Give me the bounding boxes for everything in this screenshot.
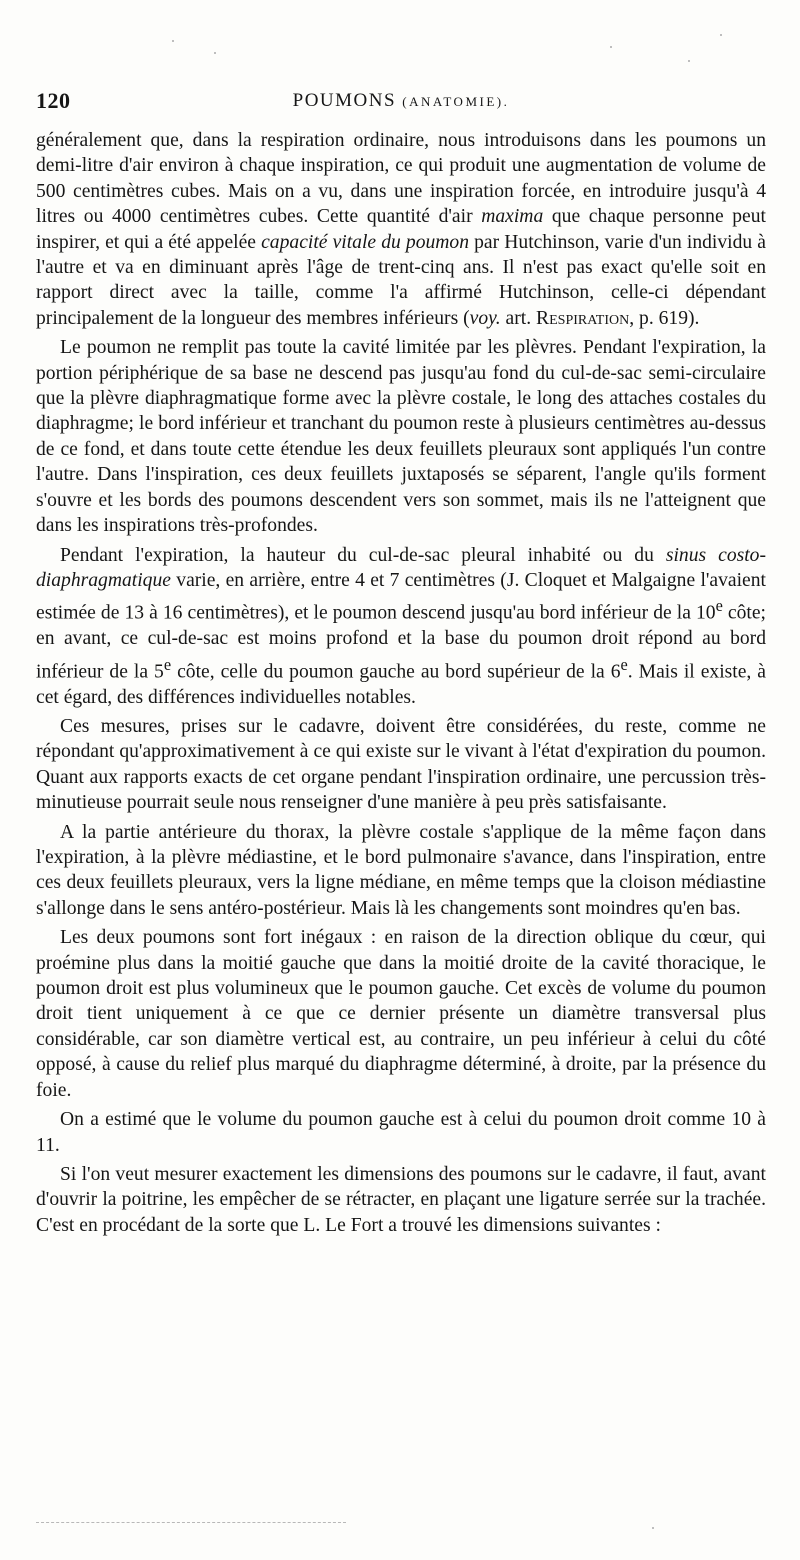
italic-term: sinus costo-diaphragmatique	[36, 544, 767, 591]
text-run: côte; en avant, ce cul-de-sac est moins profond et la base du poumon droit répond au bord inférieur de la 5	[36, 602, 766, 683]
text-run: que chaque personne peut inspirer, et qui a été appelée	[36, 206, 766, 253]
text-run: côte, celle du poumon gauche au bord supérieur de la 6	[171, 661, 621, 683]
running-title: POUMONS	[292, 90, 397, 111]
text-run: généralement que, dans la respiration ordinaire, nous introduisons dans les poumons un demi-litre d'air environ à chaque inspiration, ce qui produit une augmentation de volume de 500 centimètres cubes. Mais on a vu, dans une inspiration forcée, en introduire jusqu'à 4 litres ou 4000 centimètres cubes. Cette quantité d'air	[36, 130, 766, 228]
text-run: , p. 619).	[629, 307, 700, 329]
paragraph-7: On a estimé que le volume du poumon gauche est à celui du poumon droit comme 10 à 11.	[36, 1109, 766, 1156]
page-header	[36, 88, 766, 120]
footer-rule	[36, 1522, 346, 1523]
paragraph-5: A la partie antérieure du thorax, la plèvre costale s'applique de la même façon dans l'expiration, à la plèvre médiastine, et le bord pulmonaire s'avance, dans l'inspiration, entre ces deux feuillets pleuraux, vers la ligne médiane, en même temps que la cloison médiastine s'allonge dans le sens antéro-postérieur. Mais là les changements sont moindres qu'en bas.	[36, 821, 766, 919]
running-head	[36, 90, 766, 112]
text-run: varie, en arrière, entre 4 et 7 centimètres (J. Cloquet et Malgaigne l'avaient estimée de 13 à 16 centimètres), et le poumon descend jusqu'au bord inférieur de la 10	[36, 569, 766, 624]
text-run: art.	[500, 307, 537, 329]
text-run: par Hutchinson, varie d'un individu à l'autre et va en diminuant après l'âge de trent-cinq ans. Il n'est pas exact qu'elle soit en rapport direct avec la taille, comme l'a affirmé Hutchinson, celle-ci dépendant principalement de la longueur des membres inférieurs (	[36, 231, 766, 329]
italic-term: capacité vitale du poumon	[261, 231, 470, 253]
small-caps-reference: Respiration	[536, 307, 630, 329]
running-subtitle: (ANATOMIE).	[402, 94, 510, 109]
paragraph-3	[36, 543, 766, 711]
paragraph-1	[36, 128, 766, 331]
text-run: Pendant l'expiration, la hauteur du cul-de-sac pleural inhabité ou du	[60, 544, 666, 566]
superscript: e	[163, 654, 172, 674]
superscript: e	[715, 596, 723, 616]
paragraph-6: Les deux poumons sont fort inégaux : en raison de la direction oblique du cœur, qui proémine plus dans la moitié gauche que dans la moitié droite de la cavité thoracique, le poumon droit est plus volumineux que le poumon gauche. Cet excès de volume du poumon droit tient uniquement à ce que ce dernier présente un diamètre transversal plus considérable, car son diamètre vertical est, au contraire, un peu inférieur à celui du côté opposé, à cause du relief plus marqué du diaphragme déterminé, à droite, par la présence du foie.	[36, 927, 766, 1101]
page-body	[36, 128, 766, 1242]
paragraph-4: Ces mesures, prises sur le cadavre, doivent être considérées, du reste, comme ne répondant qu'approximativement à ce qui existe sur le vivant à l'état d'expiration du poumon. Quant aux rapports exacts de cet organe pendant l'inspiration ordinaire, une percussion très-minutieuse pourrait seule nous renseigner d'une manière à peu près satisfaisante.	[36, 716, 766, 814]
italic-term: voy.	[469, 307, 501, 329]
paragraph-2: Le poumon ne remplit pas toute la cavité limitée par les plèvres. Pendant l'expiration, la portion périphérique de sa base ne descend pas jusqu'au fond du cul-de-sac semi-circulaire que la plèvre diaphragmatique forme avec la plèvre costale, le long des attaches costales du diaphragme; le bord inférieur et tranchant du poumon reste à plusieurs centimètres au-dessus de ce fond, et dans toute cette étendue les deux feuillets pleuraux sont appliqués l'un contre l'autre. Dans l'inspiration, ces deux feuillets juxtaposés se séparent, l'angle qu'ils forment s'ouvre et les bords des poumons descendent vers son sommet, mais ils ne l'atteignent que dans les inspirations très-profondes.	[36, 337, 766, 537]
paragraph-8: Si l'on veut mesurer exactement les dimensions des poumons sur le cadavre, il faut, avant d'ouvrir la poitrine, les empêcher de se rétracter, en plaçant une ligature serrée sur la trachée. C'est en procédant de la sorte que L. Le Fort a trouvé les dimensions suivantes :	[36, 1163, 766, 1236]
text-run: . Mais il existe, à cet égard, des différences individuelles notables.	[36, 661, 766, 708]
superscript: e	[620, 654, 628, 674]
italic-term: maxima	[481, 206, 544, 228]
page-number: 120	[36, 88, 71, 113]
